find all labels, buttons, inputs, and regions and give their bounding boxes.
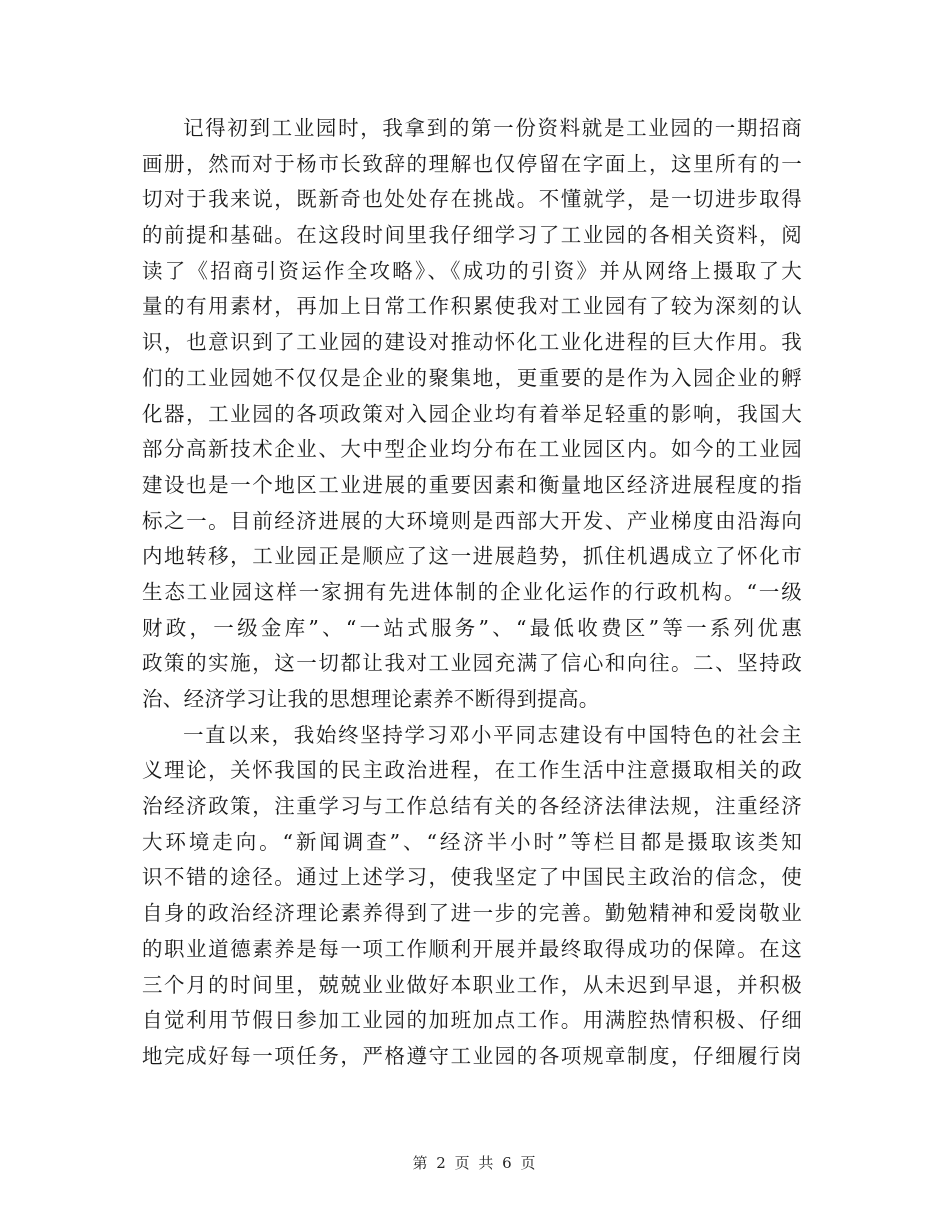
page-number-footer: 第 2 页 共 6 页	[412, 1154, 538, 1172]
text-line: 地完成好每一项任务，严格遵守工业园的各项规章制度，仔细履行岗	[142, 1043, 802, 1068]
text-line: 识不错的途径。通过上述学习，使我坚定了中国民主政治的信念，使	[142, 865, 802, 890]
text-line: 化器，工业园的各项政策对入园企业均有着举足轻重的影响，我国大	[142, 401, 802, 426]
text-line: 量的有用素材，再加上日常工作积累使我对工业园有了较为深刻的认	[142, 294, 802, 319]
text-line: 三个月的时间里，兢兢业业做好本职业工作，从未迟到早退，并积极	[142, 972, 802, 997]
text-line: 记得初到工业园时，我拿到的第一份资料就是工业园的一期招商	[183, 116, 802, 140]
text-line: 识，也意识到了工业园的建设对推动怀化工业化进程的巨大作用。我	[142, 330, 802, 355]
text-line: 建设也是一个地区工业进展的重要因素和衡量地区经济进展程度的指	[142, 472, 802, 497]
text-line: 自身的政治经济理论素养得到了进一步的完善。勤勉精神和爱岗敬业	[142, 901, 802, 926]
text-line: 切对于我来说，既新奇也处处存在挑战。不懂就学，是一切进步取得	[142, 187, 802, 212]
text-line: 义理论，关怀我国的民主政治进程，在工作生活中注意摄取相关的政	[142, 758, 802, 783]
body-text	[142, 111, 802, 1075]
text-line: 的前提和基础。在这段时间里我仔细学习了工业园的各相关资料，阅	[142, 223, 802, 248]
text-line: 财政，一级金库”、“一站式服务”、“最低收费区”等一系列优惠	[142, 615, 802, 640]
text-line: 治、经济学习让我的思想理论素养不断得到提高。	[142, 687, 600, 711]
text-line: 一直以来，我始终坚持学习邓小平同志建设有中国特色的社会主	[183, 722, 802, 747]
text-line: 生态工业园这样一家拥有先进体制的企业化运作的行政机构。“一级	[142, 579, 802, 604]
text-line: 们的工业园她不仅仅是企业的聚集地，更重要的是作为入园企业的孵	[142, 365, 802, 390]
text-line: 治经济政策，注重学习与工作总结有关的各经济法律法规，注重经济	[142, 794, 802, 819]
text-line: 政策的实施，这一切都让我对工业园充满了信心和向往。二、坚持政	[142, 651, 802, 676]
text-line: 标之一。目前经济进展的大环境则是西部大开发、产业梯度由沿海向	[142, 508, 802, 533]
text-line: 大环境走向。“新闻调查”、“经济半小时”等栏目都是摄取该类知	[142, 829, 802, 854]
text-line: 的职业道德素养是每一项工作顺利开展并最终取得成功的保障。在这	[142, 936, 802, 961]
text-line: 自觉利用节假日参加工业园的加班加点工作。用满腔热情积极、仔细	[142, 1008, 802, 1033]
text-line: 内地转移，工业园正是顺应了这一进展趋势，抓住机遇成立了怀化市	[142, 544, 802, 569]
text-line: 画册，然而对于杨市长致辞的理解也仅停留在字面上，这里所有的一	[142, 151, 802, 176]
text-line: 读了《招商引资运作全攻略》、《成功的引资》并从网络上摄取了大	[142, 258, 802, 283]
text-line: 部分高新技术企业、大中型企业均分布在工业园区内。如今的工业园	[142, 437, 802, 462]
